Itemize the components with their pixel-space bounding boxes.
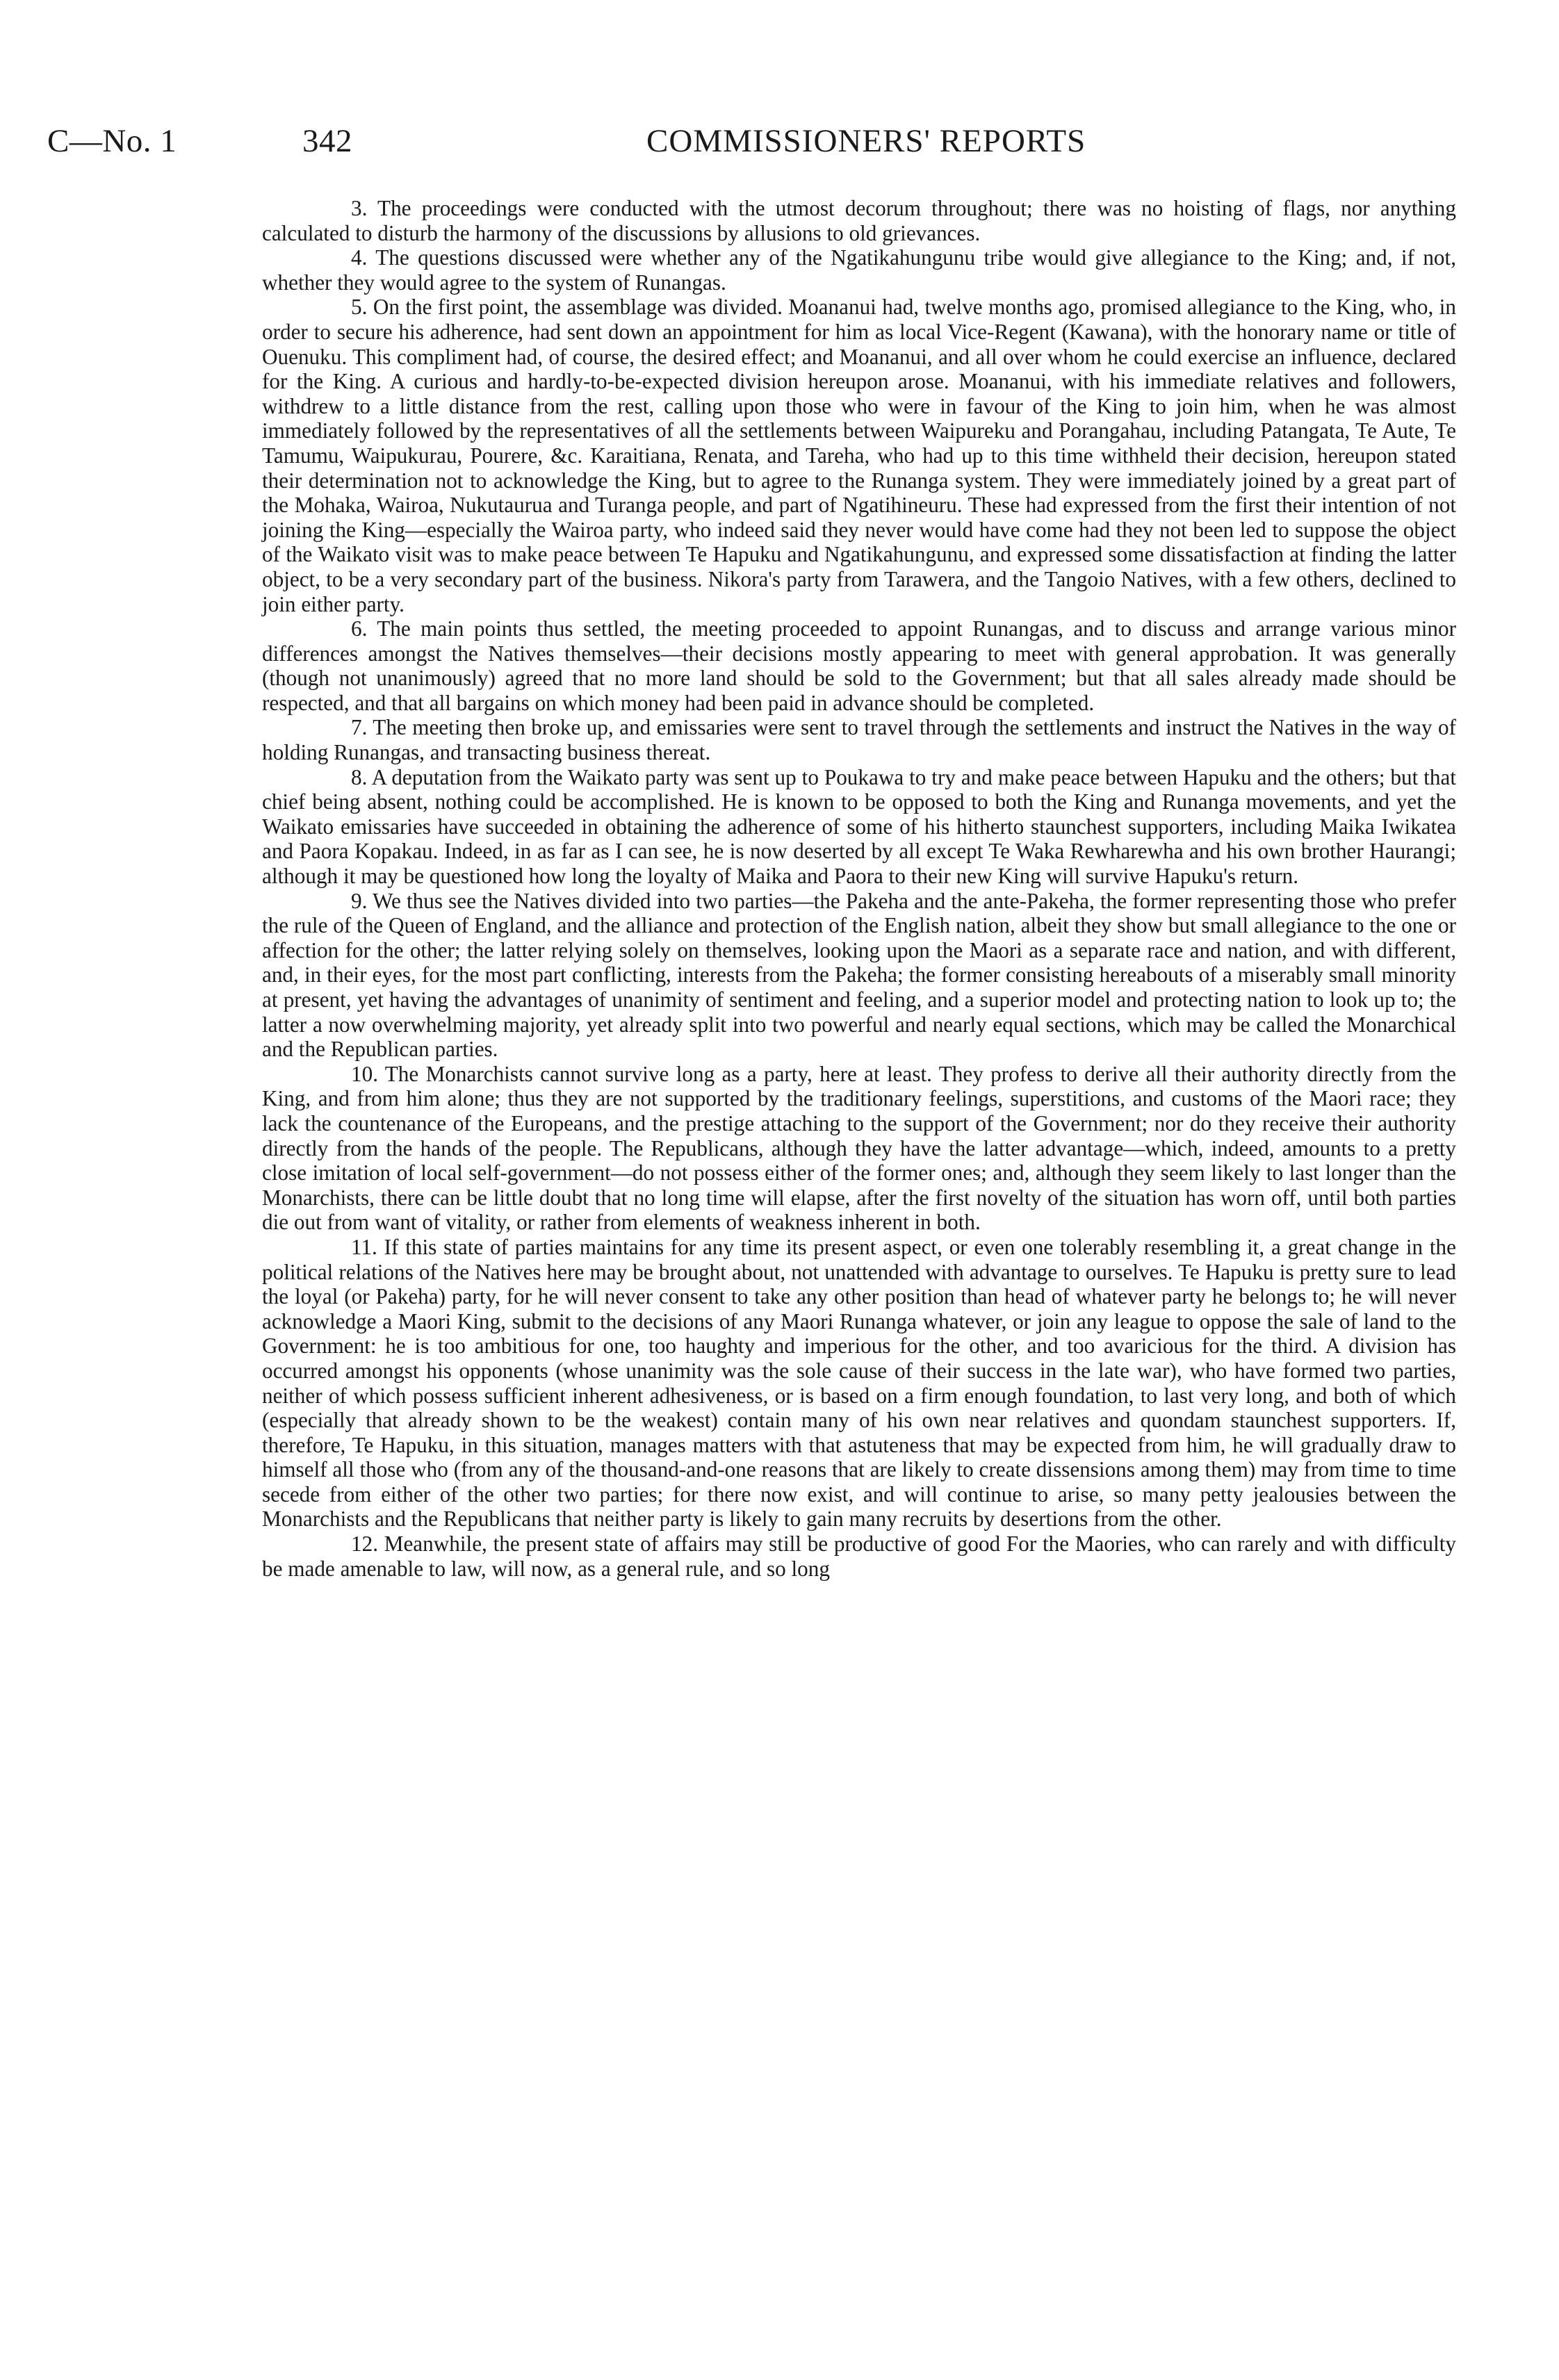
paragraph-7: 7. The meeting then broke up, and emissaries were sent to travel through the settlements and instruct the Natives in the way of holding Runangas, and transacting business thereat. (262, 715, 1456, 765)
paragraph-8: 8. A deputation from the Waikato party was sent up to Poukawa to try and make peace between Hapuku and the others; but that chief being absent, nothing could be accomplished. He is known to be opposed to both the King and Runanga movements, and yet the Waikato emissaries have succeeded in obtaining the adherence of some of his hitherto staunchest supporters, including Maika Iwikatea and Paora Kopakau. Indeed, in as far as I can see, he is now deserted by all except Te Waka Rewharewha and his own brother Haurangi; although it may be questioned how long the loyalty of Maika and Paora to their new King will survive Hapuku's return. (262, 764, 1456, 889)
paragraph-10: 10. The Monarchists cannot survive long as a party, here at least. They profess to derive all their authority directly from the King, and from him alone; thus they are not supported by the traditionary feelings, superstitions, and customs of the Maori race; they lack the countenance of the Europeans, and the prestige attaching to the support of the Government; nor do they receive their authority directly from the hands of the people. The Republicans, although they have the latter advantage—which, indeed, amounts to a pretty close imitation of local self-government—do not possess either of the former ones; and, although they seem likely to last longer than the Monarchists, there can be little doubt that no long time will elapse, after the first novelty of the situation has worn off, until both parties die out from want of vitality, or rather from elements of weakness inherent in both. (262, 1061, 1456, 1235)
running-title: COMMISSIONERS' REPORTS (646, 123, 1086, 159)
paragraph-4: 4. The questions discussed were whether any of the Ngatikahungunu tribe would give allegiance to the King; and, if not, whether they would agree to the system of Runangas. (262, 245, 1456, 295)
paragraph-9: 9. We thus see the Natives divided into two parties—the Pakeha and the ante-Pakeha, the former representing those who prefer the rule of the Queen of England, and the alliance and protection of the English nation, albeit they show but small allegiance to the one or affection for the other; the latter relying solely on themselves, looking upon the Maori as a separate race and nation, and with different, and, in their eyes, for the most part conflicting, interests from the Pakeha; the former consisting hereabouts of a miserably small minority at present, yet having the advantages of unanimity of sentiment and feeling, and a superior model and protecting nation to look up to; the latter a now overwhelming majority, yet already split into two powerful and nearly equal sections, which may be called the Monarchical and the Republican parties. (262, 888, 1456, 1062)
paragraph-12: 12. Meanwhile, the present state of affairs may still be productive of good For the Maories, who can rarely and with difficulty be made amenable to law, will now, as a general rule, and so long (262, 1532, 1456, 1581)
series-label: C—No. 1 (47, 123, 177, 159)
page-number: 342 (302, 123, 352, 159)
page-header (0, 122, 1559, 178)
paragraph-5: 5. On the first point, the assemblage was divided. Moananui had, twelve months ago, promised allegiance to the King, who, in order to secure his adherence, had sent down an appointment for him as local Vice-Regent (Kawana), with the honorary name or title of Ouenuku. This compliment had, of course, the desired effect; and Moananui, and all over whom he could exercise an influence, declared for the King. A curious and hardly-to-be-expected division hereupon arose. Moananui, with his immediate relatives and followers, withdrew to a little distance from the rest, calling upon those who were in favour of the King to join him, when he was almost immediately followed by the representatives of all the settlements between Waipureku and Porangahau, including Patangata, Te Aute, Te Tamumu, Waipukurau, Pourere, &c. Karaitiana, Renata, and Tareha, who had up to this time withheld their decision, hereupon stated their determination not to acknowledge the King, but to agree to the Runanga system. They were immediately joined by a great part of the Mohaka, Wairoa, Nukutaurua and Turanga people, and part of Ngatihineuru. These had expressed from the first their intention of not joining the King—especially the Wairoa party, who indeed said they never would have come had they not been led to suppose the object of the Waikato visit was to make peace between Te Hapuku and Ngatikahungunu, and expressed some dissatisfaction at finding the latter object, to be a very secondary part of the business. Nikora's party from Tarawera, and the Tangoio Natives, with a few others, declined to join either party. (262, 295, 1456, 616)
paragraph-11: 11. If this state of parties maintains for any time its present aspect, or even one tolerably resembling it, a great change in the political relations of the Natives here may be brought about, not unattended with advantage to ourselves. Te Hapuku is pretty sure to lead the loyal (or Pakeha) party, for he will never consent to take any other position than head of whatever party he belongs to; he will never acknowledge a Maori King, submit to the decisions of any Maori Runanga whatever, or join any league to oppose the sale of land to the Government: he is too ambitious for one, too haughty and imperious for the other, and too avaricious for the third. A division has occurred amongst his opponents (whose unanimity was the sole cause of their success in the late war), who have formed two parties, neither of which possess sufficient inherent adhesiveness, or is based on a firm enough foundation, to last very long, and both of which (especially that already shown to be the weakest) contain many of his own near relatives and quondam staunchest supporters. If, therefore, Te Hapuku, in this situation, manages matters with that astuteness that may be expected from him, he will gradually draw to himself all those who (from any of the thousand-and-one reasons that are likely to create dissensions among them) may from time to time secede from either of the other two parties; for there now exist, and will continue to arise, so many petty jealousies between the Monarchists and the Republicans that neither party is likely to gain many recruits by desertions from the other. (262, 1234, 1456, 1532)
paragraph-6: 6. The main points thus settled, the meeting proceeded to appoint Runangas, and to discuss and arrange various minor differences amongst the Natives themselves—their decisions mostly appearing to meet with general approbation. It was generally (though not unanimously) agreed that no more land should be sold to the Government; but that all sales already made should be respected, and that all bargains on which money had been paid in advance should be completed. (262, 616, 1456, 715)
report-body (262, 196, 1456, 1581)
paragraph-3: 3. The proceedings were conducted with the utmost decorum throughout; there was no hoisting of flags, nor anything calculated to disturb the harmony of the discussions by allusions to old grievances. (262, 196, 1456, 245)
